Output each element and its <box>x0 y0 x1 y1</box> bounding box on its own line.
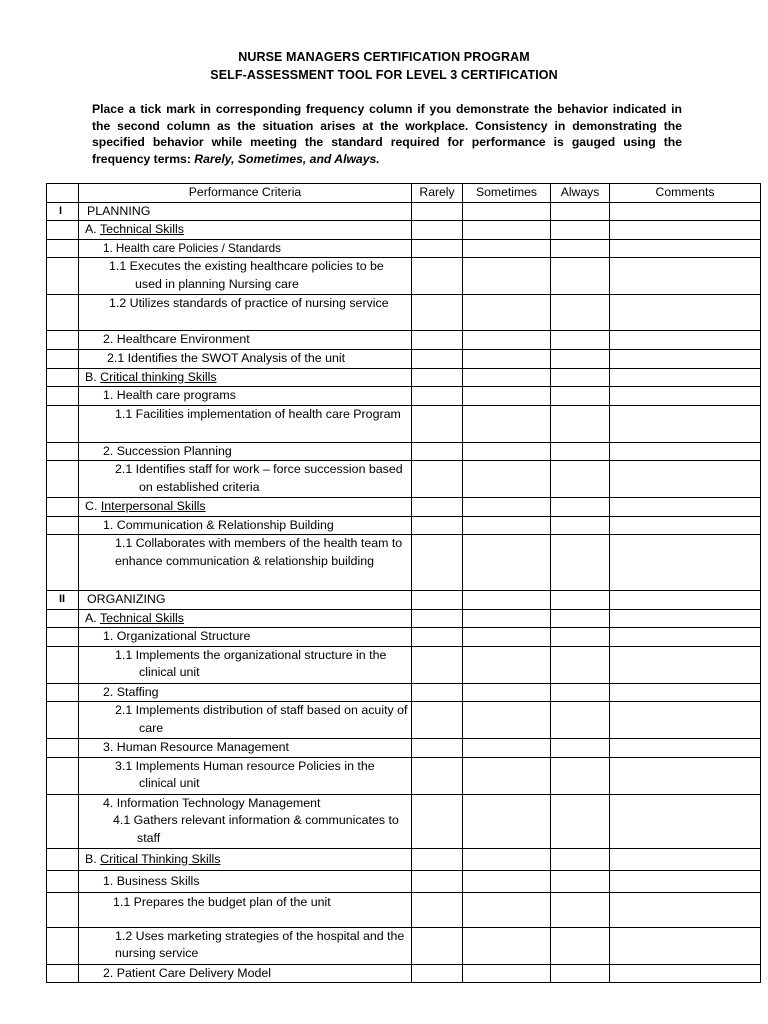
sometimes-cell[interactable] <box>463 892 551 927</box>
section-number <box>47 498 79 517</box>
rarely-cell[interactable] <box>412 331 463 350</box>
table-row <box>47 498 761 517</box>
section-number <box>47 405 79 442</box>
section-number <box>47 331 79 350</box>
sometimes-cell[interactable] <box>463 239 551 258</box>
rarely-cell[interactable] <box>412 295 463 331</box>
rarely-cell[interactable] <box>412 239 463 258</box>
section-number: I <box>47 202 79 221</box>
comments-cell[interactable] <box>610 442 761 461</box>
always-cell[interactable] <box>551 202 610 221</box>
criteria-cell: 2.1 Identifies staff for work – force succession based on established criteria <box>79 461 412 498</box>
criteria-cell: 1. Communication & Relationship Building <box>79 516 412 535</box>
criteria-cell: 2. Healthcare Environment <box>79 331 412 350</box>
comments-cell[interactable] <box>610 628 761 647</box>
comments-cell[interactable] <box>610 848 761 870</box>
comments-cell[interactable] <box>610 349 761 368</box>
table-row <box>47 349 761 368</box>
comments-cell[interactable] <box>610 498 761 517</box>
always-cell[interactable] <box>551 516 610 535</box>
criteria-cell: 4. Information Technology Management 4.1 Gathers relevant information & communicates to staff <box>79 794 412 848</box>
section-number <box>47 892 79 927</box>
table-row <box>47 927 761 964</box>
comments-cell[interactable] <box>610 258 761 295</box>
section-number <box>47 646 79 683</box>
always-cell[interactable] <box>551 442 610 461</box>
always-cell[interactable] <box>551 387 610 406</box>
col-header-number <box>47 184 79 203</box>
table-row <box>47 739 761 758</box>
criteria-cell: A. Technical Skills <box>79 609 412 628</box>
rarely-cell[interactable] <box>412 591 463 610</box>
rarely-cell[interactable] <box>412 221 463 240</box>
table-row <box>47 646 761 683</box>
section-number <box>47 757 79 794</box>
always-cell[interactable] <box>551 258 610 295</box>
section-number <box>47 683 79 702</box>
always-cell[interactable] <box>551 461 610 498</box>
rarely-cell[interactable] <box>412 368 463 387</box>
always-cell[interactable] <box>551 927 610 964</box>
table-row <box>47 202 761 221</box>
table-row <box>47 609 761 628</box>
rarely-cell[interactable] <box>412 794 463 848</box>
sometimes-cell[interactable] <box>463 683 551 702</box>
rarely-cell[interactable] <box>412 757 463 794</box>
rarely-cell[interactable] <box>412 387 463 406</box>
always-cell[interactable] <box>551 368 610 387</box>
always-cell[interactable] <box>551 794 610 848</box>
comments-cell[interactable] <box>610 870 761 892</box>
criteria-cell: 1.1 Facilities implementation of health care Program <box>79 405 412 442</box>
section-number <box>47 295 79 331</box>
rarely-cell[interactable] <box>412 628 463 647</box>
rarely-cell[interactable] <box>412 442 463 461</box>
always-cell[interactable] <box>551 964 610 983</box>
sometimes-cell[interactable] <box>463 368 551 387</box>
comments-cell[interactable] <box>610 331 761 350</box>
table-row <box>47 368 761 387</box>
rarely-cell[interactable] <box>412 848 463 870</box>
section-number <box>47 794 79 848</box>
always-cell[interactable] <box>551 739 610 758</box>
sometimes-cell[interactable] <box>463 646 551 683</box>
criteria-cell: 1.1 Collaborates with members of the health team to enhance communication & relationship building <box>79 535 412 591</box>
table-row <box>47 331 761 350</box>
always-cell[interactable] <box>551 646 610 683</box>
section-number <box>47 239 79 258</box>
criteria-cell: 1. Health care Policies / Standards <box>79 239 412 258</box>
sometimes-cell[interactable] <box>463 387 551 406</box>
rarely-cell[interactable] <box>412 870 463 892</box>
comments-cell[interactable] <box>610 516 761 535</box>
comments-cell[interactable] <box>610 757 761 794</box>
criteria-cell: B. Critical Thinking Skills <box>79 848 412 870</box>
rarely-cell[interactable] <box>412 683 463 702</box>
always-cell[interactable] <box>551 221 610 240</box>
header-row <box>47 184 761 203</box>
table-row <box>47 258 761 295</box>
rarely-cell[interactable] <box>412 646 463 683</box>
section-number <box>47 349 79 368</box>
criteria-cell: 3.1 Implements Human resource Policies in the clinical unit <box>79 757 412 794</box>
sometimes-cell[interactable] <box>463 739 551 758</box>
section-number <box>47 516 79 535</box>
sometimes-cell[interactable] <box>463 202 551 221</box>
table-row <box>47 387 761 406</box>
comments-cell[interactable] <box>610 405 761 442</box>
criteria-cell: 2.1 Implements distribution of staff based on acuity of care <box>79 702 412 739</box>
table-row <box>47 295 761 331</box>
comments-cell[interactable] <box>610 295 761 331</box>
col-header-criteria: Performance Criteria <box>79 184 412 203</box>
rarely-cell[interactable] <box>412 461 463 498</box>
criteria-cell: 1. Organizational Structure <box>79 628 412 647</box>
table-row <box>47 535 761 591</box>
sometimes-cell[interactable] <box>463 927 551 964</box>
comments-cell[interactable] <box>610 591 761 610</box>
comments-cell[interactable] <box>610 646 761 683</box>
table-row <box>47 683 761 702</box>
col-header-rarely: Rarely <box>412 184 463 203</box>
always-cell[interactable] <box>551 405 610 442</box>
rarely-cell[interactable] <box>412 702 463 739</box>
comments-cell[interactable] <box>610 221 761 240</box>
rarely-cell[interactable] <box>412 964 463 983</box>
criteria-cell: 1.2 Utilizes standards of practice of nursing service <box>79 295 412 331</box>
comments-cell[interactable] <box>610 892 761 927</box>
criteria-cell: 1.1 Executes the existing healthcare policies to be used in planning Nursing care <box>79 258 412 295</box>
col-header-sometimes: Sometimes <box>463 184 551 203</box>
comments-cell[interactable] <box>610 927 761 964</box>
table-row <box>47 239 761 258</box>
always-cell[interactable] <box>551 498 610 517</box>
section-number <box>47 442 79 461</box>
section-number <box>47 387 79 406</box>
always-cell[interactable] <box>551 870 610 892</box>
rarely-cell[interactable] <box>412 892 463 927</box>
document-subtitle: SELF-ASSESSMENT TOOL FOR LEVEL 3 CERTIFICATION <box>210 68 558 82</box>
criteria-cell: B. Critical thinking Skills <box>79 368 412 387</box>
comments-cell[interactable] <box>610 702 761 739</box>
section-number <box>47 258 79 295</box>
document-title: NURSE MANAGERS CERTIFICATION PROGRAM <box>238 50 530 64</box>
assessment-table <box>46 183 761 983</box>
comments-cell[interactable] <box>610 794 761 848</box>
comments-cell[interactable] <box>610 202 761 221</box>
table-row <box>47 221 761 240</box>
table-row <box>47 757 761 794</box>
criteria-cell: 3. Human Resource Management <box>79 739 412 758</box>
sometimes-cell[interactable] <box>463 870 551 892</box>
section-number <box>47 848 79 870</box>
frequency-terms: Rarely, Sometimes, and Always. <box>194 151 380 166</box>
table-row <box>47 702 761 739</box>
always-cell[interactable] <box>551 535 610 591</box>
sometimes-cell[interactable] <box>463 258 551 295</box>
sometimes-cell[interactable] <box>463 591 551 610</box>
sometimes-cell[interactable] <box>463 498 551 517</box>
comments-cell[interactable] <box>610 683 761 702</box>
section-number <box>47 368 79 387</box>
section-number <box>47 628 79 647</box>
comments-cell[interactable] <box>610 739 761 758</box>
comments-cell[interactable] <box>610 461 761 498</box>
always-cell[interactable] <box>551 591 610 610</box>
sometimes-cell[interactable] <box>463 535 551 591</box>
rarely-cell[interactable] <box>412 405 463 442</box>
sometimes-cell[interactable] <box>463 349 551 368</box>
criteria-cell: C. Interpersonal Skills <box>79 498 412 517</box>
criteria-cell: 1. Business Skills <box>79 870 412 892</box>
sometimes-cell[interactable] <box>463 442 551 461</box>
section-number <box>47 870 79 892</box>
table-row <box>47 848 761 870</box>
criteria-cell: 1.2 Uses marketing strategies of the hospital and the nursing service <box>79 927 412 964</box>
rarely-cell[interactable] <box>412 739 463 758</box>
sometimes-cell[interactable] <box>463 331 551 350</box>
criteria-cell: 1.1 Prepares the budget plan of the unit <box>79 892 412 927</box>
sometimes-cell[interactable] <box>463 702 551 739</box>
sometimes-cell[interactable] <box>463 628 551 647</box>
table-row <box>47 516 761 535</box>
criteria-cell: 1. Health care programs <box>79 387 412 406</box>
comments-cell[interactable] <box>610 964 761 983</box>
always-cell[interactable] <box>551 628 610 647</box>
sometimes-cell[interactable] <box>463 848 551 870</box>
rarely-cell[interactable] <box>412 609 463 628</box>
sometimes-cell[interactable] <box>463 964 551 983</box>
criteria-cell: 1.1 Implements the organizational structure in the clinical unit <box>79 646 412 683</box>
table-row <box>47 794 761 848</box>
table-row <box>47 442 761 461</box>
section-number <box>47 927 79 964</box>
comments-cell[interactable] <box>610 387 761 406</box>
sometimes-cell[interactable] <box>463 461 551 498</box>
always-cell[interactable] <box>551 683 610 702</box>
rarely-cell[interactable] <box>412 202 463 221</box>
always-cell[interactable] <box>551 848 610 870</box>
comments-cell[interactable] <box>610 535 761 591</box>
col-header-always: Always <box>551 184 610 203</box>
rarely-cell[interactable] <box>412 498 463 517</box>
sometimes-cell[interactable] <box>463 757 551 794</box>
criteria-cell: 2. Succession Planning <box>79 442 412 461</box>
criteria-cell: PLANNING <box>79 202 412 221</box>
sometimes-cell[interactable] <box>463 405 551 442</box>
rarely-cell[interactable] <box>412 258 463 295</box>
table-row <box>47 870 761 892</box>
sometimes-cell[interactable] <box>463 221 551 240</box>
table-row <box>47 628 761 647</box>
section-number <box>47 702 79 739</box>
section-number <box>47 221 79 240</box>
rarely-cell[interactable] <box>412 535 463 591</box>
rarely-cell[interactable] <box>412 927 463 964</box>
table-row <box>47 892 761 927</box>
table-row <box>47 964 761 983</box>
instructions-text: Place a tick mark in corresponding frequency column if you demonstrate the behavior indicated in the second column as the situation arises at the workplace. Consistency in demonstrating the specified behavior while meeting the standard required for performance is gauged using the frequency terms: <box>92 102 682 166</box>
section-number <box>47 964 79 983</box>
always-cell[interactable] <box>551 702 610 739</box>
criteria-cell: 2. Patient Care Delivery Model <box>79 964 412 983</box>
criteria-cell: A. Technical Skills <box>79 221 412 240</box>
sometimes-cell[interactable] <box>463 609 551 628</box>
section-number <box>47 739 79 758</box>
instructions <box>92 101 682 167</box>
always-cell[interactable] <box>551 295 610 331</box>
table-row <box>47 405 761 442</box>
col-header-comments: Comments <box>610 184 761 203</box>
rarely-cell[interactable] <box>412 349 463 368</box>
section-number: II <box>47 591 79 610</box>
section-number <box>47 461 79 498</box>
always-cell[interactable] <box>551 349 610 368</box>
always-cell[interactable] <box>551 609 610 628</box>
rarely-cell[interactable] <box>412 516 463 535</box>
criteria-cell: ORGANIZING <box>79 591 412 610</box>
sometimes-cell[interactable] <box>463 295 551 331</box>
comments-cell[interactable] <box>610 609 761 628</box>
criteria-cell: 2. Staffing <box>79 683 412 702</box>
always-cell[interactable] <box>551 331 610 350</box>
always-cell[interactable] <box>551 757 610 794</box>
always-cell[interactable] <box>551 892 610 927</box>
table-row <box>47 591 761 610</box>
always-cell[interactable] <box>551 239 610 258</box>
sometimes-cell[interactable] <box>463 516 551 535</box>
comments-cell[interactable] <box>610 239 761 258</box>
table-row <box>47 461 761 498</box>
criteria-cell: 2.1 Identifies the SWOT Analysis of the unit <box>79 349 412 368</box>
section-number <box>47 535 79 591</box>
sometimes-cell[interactable] <box>463 794 551 848</box>
comments-cell[interactable] <box>610 368 761 387</box>
section-number <box>47 609 79 628</box>
